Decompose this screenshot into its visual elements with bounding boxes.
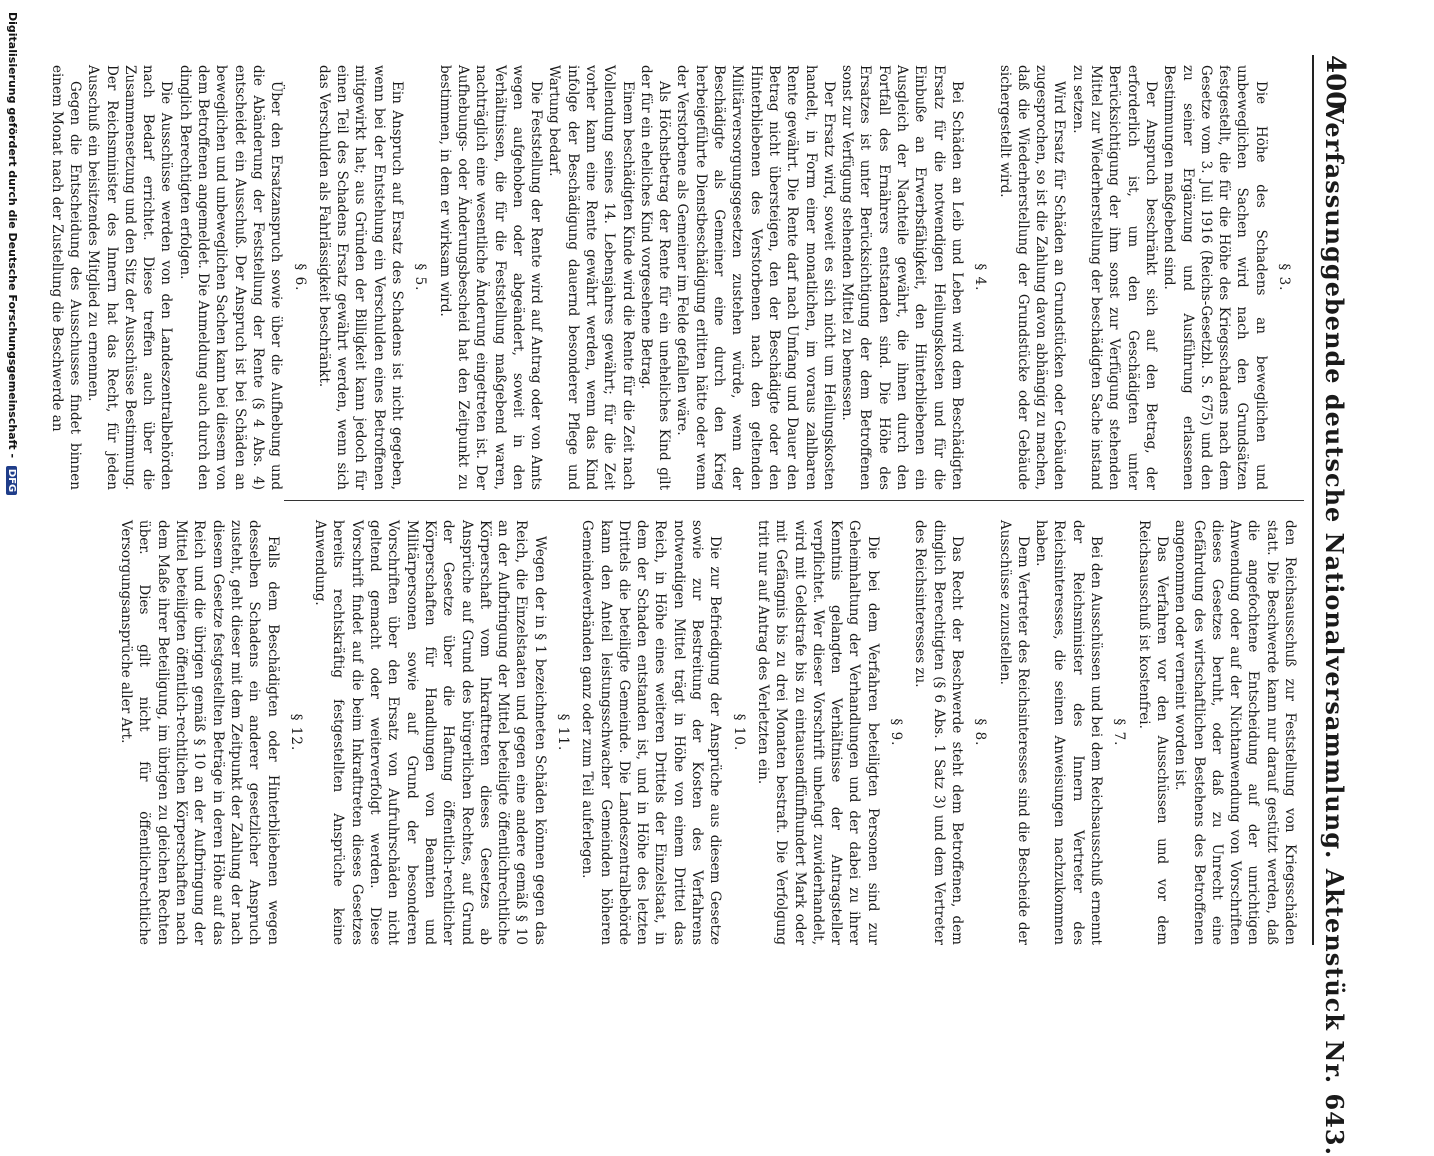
paragraph: Das Recht der Beschwerde steht dem Betroffenen, dem dinglich Berechtigten (§ 6 Abs. 1 Satz 3) und dem Vertreter des Reichsinteresses zu. <box>912 520 965 945</box>
paragraph: den Reichsausschuß zur Feststellung von Kriegsschäden statt. Die Beschwerde kann nur darauf gestützt werden, daß die angefochtene Entscheidung auf der unrichtigen Anwendung oder auf der Nichtanwendung von Vorschriften dieses Gesetzes beruht, oder daß zu Unrecht eine Gefährdung des wirtschaftlichen Bestehens des Betroffenen angenommen oder verneint worden ist. <box>1172 520 1298 945</box>
right-column <box>117 520 1299 945</box>
page-number: 400 <box>1320 55 1350 110</box>
section-heading: § 6. <box>291 263 308 292</box>
section-heading: § 3. <box>1276 263 1292 292</box>
column-divider <box>284 500 1304 501</box>
paragraph: Falls dem Beschädigten oder Hinterbliebenen wegen desselben Schadens ein anderer gesetzlicher Anspruch zusteht, geht dieser mit dem Zeitpunkt der Zahlung der nach diesem Gesetze festgestellten Beträge in deren Höhe auf das Reich und die übrigen gemäß § 10 an der Aufbringung der Mittel beteiligten öffentlich-rechtlichen Körperschaften nach dem Maße ihrer Beteiligung, im übrigen zu gleichen Rechten über. Dies gilt nicht für öffentlichrechtliche Versorgungsansprüche aller Art. <box>118 520 281 945</box>
paragraph: Die Feststellung der Rente wird auf Antrag oder von Amts wegen aufgehoben oder abgeändert, soweit in den Verhältnissen, die für die Feststellung maßgebend waren, nachträglich eine wesentliche Änderung eingetreten ist. Der Aufhebungs- oder Änderungsbescheid hat den Zeitpunkt zu bestimmen, in dem er wirksam wird. <box>436 65 545 490</box>
paragraph: Bei den Ausschüssen und bei dem Reichsausschuß ernennt der Reichsminister des Innern Vertreter des Reichsinteresses, die seinen Anweisungen nachzukommen haben. <box>1033 520 1105 945</box>
dfg-logo: DFG <box>6 466 17 495</box>
paragraph: Die Ausschüsse werden von den Landeszentralbehörden nach Bedarf errichtet. Diese treffen auch über die Zusammensetzung und den Sitz der Ausschüsse Bestimmung. Der Reichsminister des Innern hat das Recht, für jeden Ausschuß ein beisitzendes Mitglied zu ernennen. <box>85 65 175 490</box>
paragraph: Die Höhe des Schadens an beweglichen und unbeweglichen Sachen wird nach den Grundsätzen festgestellt, die für die Höhe des Kriegsschadens nach dem Gesetze vom 3. Juli 1916 (Reichs-Gesetzbl. S. 675) und den zu seiner Ergänzung und Ausführung erlassenen Bestimmungen maßgebend sind. <box>1161 65 1269 490</box>
paragraph: Der Ersatz wird, soweit es sich nicht um Heilungskosten handelt, in Form einer monatlichen, im voraus zahlbaren Rente gewährt. Die Rente darf nach Umfang und Dauer den Betrag nicht übersteigen, den der Beschädigte oder den Hinterbliebenen des Verstorbenen nach den geltenden Militärversorgungsgesetzen zustehen würde, wenn der Beschädigte als Gemeiner eine durch den Krieg herbeigeführte Dienstbeschädigung erlitten hätte oder wenn der Verstorbene als Gemeiner im Felde gefallen wäre. <box>674 65 837 490</box>
section-heading: § 5. <box>412 263 429 292</box>
paragraph: Wird Ersatz für Schäden an Grundstücken oder Gebäuden zugesprochen, so ist die Zahlung davon abhängig zu machen, daß die Wiederherstellung der Grundstücke oder Gebäude sichergestellt wird. <box>996 65 1068 490</box>
paragraph: Der Anspruch beschränkt sich auf den Betrag, der erforderlich ist, um den Geschädigten unter Berücksichtigung der ihm sonst zur Verfügung stehenden Mittel zur Wiederherstellung der beschädigten Sache instand zu setzen. <box>1069 65 1159 490</box>
paragraph: Bei Schäden an Leib und Leben wird dem Beschädigten Ersatz für die notwendigen Heilungskosten und für die Einbuße an Erwerbsfähigkeit, den Hinterbliebenen ein Ausgleich der Nachteile gewährt, die ihnen durch den Fortfall des Ernährers entstanden sind. Die Höhe des Ersatzes ist unter Berücksichtigung der dem Betroffenen sonst zur Verfügung stehenden Mittel zu bemessen. <box>839 65 965 490</box>
paragraph: Die bei dem Verfahren beteiligten Personen sind zur Geheimhaltung der Verhandlungen und der dabei zu ihrer Kenntnis gelangten Verhältnisse der Antragsteller verpflichtet. Wer dieser Vorschrift unbefugt zuwiderhandelt, wird mit Geldstrafe bis zu eintausendfünfhundert Mark oder mit Gefängnis bis zu drei Monaten bestraft. Die Verfolgung tritt nur auf Antrag des Verletzten ein. <box>754 520 881 945</box>
digitization-note <box>6 0 19 1012</box>
paragraph: Wegen der in § 1 bezeichneten Schäden können gegen das Reich, die Einzelstaaten und gegen eine andere gemäß § 10 an der Aufbringung der Mittel beteiligte öffentlichrechtliche Körperschaft vom Inkrafttreten dieses Gesetzes ab Ansprüche auf Grund des bürgerlichen Rechtes, auf Grund der Gesetze über die Haftung öffentlich-rechtlicher Körperschaften für Handlungen von Beamten und Militärpersonen sowie auf Grund der besonderen Vorschriften über den Ersatz von Aufruhrschäden nicht geltend gemacht oder weiterverfolgt werden. Diese Vorschrift findet auf die beim Inkrafttreten dieses Gesetzes bereits rechtskräftig festgestellten Ansprüche keine Anwendung. <box>312 520 548 945</box>
digitization-text: Digitalisierung gefördert durch die Deutsche Forschungsgemeinschaft - <box>6 12 19 459</box>
left-column <box>47 65 1299 490</box>
paragraph: Einem beschädigten Kinde wird die Rente für die Zeit nach Vollendung seines 14. Lebensjahres gewährt; für die Zeit vorher kann eine Rente gewährt werden, wenn das Kind infolge der Beschädigung dauernd besonderer Pflege und Wartung bedarf. <box>546 65 636 490</box>
paragraph: Ein Anspruch auf Ersatz des Schadens ist nicht gegeben, wenn bei der Entstehung ein Verschulden eines Betroffenen mitgewirkt hat; aus Gründen der Billigkeit kann jedoch für einen Teil des Schadens Ersatz gewährt werden, wenn sich das Verschulden als Fahrlässigkeit beschränkt. <box>315 65 406 490</box>
section-heading: § 12. <box>287 713 304 752</box>
section-heading: § 11. <box>555 713 572 752</box>
paragraph: Die zur Befriedigung der Ansprüche aus diesem Gesetze sowie zur Bestreitung der Kosten des Verfahrens notwendigen Mittel trägt in Höhe von einem Drittel das Reich, in Höhe eines weiteren Drittels der Einzelstaat, in dem der Schaden entstanden ist, und in Höhe des letzten Drittels die beteiligte Gemeinde. Die Landeszentralbehörde kann den Anteil leistungsschwacher Gemeinden höheren Gemeindeverbänden ganz oder zum Teil auferlegen. <box>579 520 724 945</box>
paragraph: Das Verfahren vor den Ausschüssen und vor dem Reichsausschuß ist kostenfrei. <box>1135 520 1170 945</box>
paragraph: Gegen die Entscheidung des Ausschusses findet binnen einem Monat nach der Zustellung die Beschwerde an <box>48 65 83 490</box>
paragraph: Als Höchstbetrag der Rente für ein uneheliches Kind gilt der für ein eheliches Kind vorgesehene Betrag. <box>637 65 673 490</box>
page-header <box>1312 55 1364 1156</box>
section-heading: § 8. <box>972 718 989 747</box>
paragraph: Über den Ersatzanspruch sowie über die Aufhebung und die Abänderung der Feststellung der Rente (§ 4 Abs. 4) entscheidet ein Ausschuß. Der Anspruch ist bei Schäden an beweglichen und unbeweglichen Sachen kann bei diesem von dem Betroffenen angemeldet. Die Anmeldung auch durch den dinglich Berechtigten erfolgen. <box>176 65 285 490</box>
section-heading: § 9. <box>888 718 905 747</box>
running-title: Verfassunggebende deutsche Nationalversammlung. Aktenstück Nr. 643. <box>1320 105 1349 1156</box>
section-heading: § 10. <box>730 713 747 752</box>
section-heading: § 4. <box>972 263 989 292</box>
paragraph: Dem Vertreter des Reichsinteresses sind die Bescheide der Ausschüsse zuzustellen. <box>996 520 1031 945</box>
section-heading: § 7. <box>1111 718 1128 747</box>
